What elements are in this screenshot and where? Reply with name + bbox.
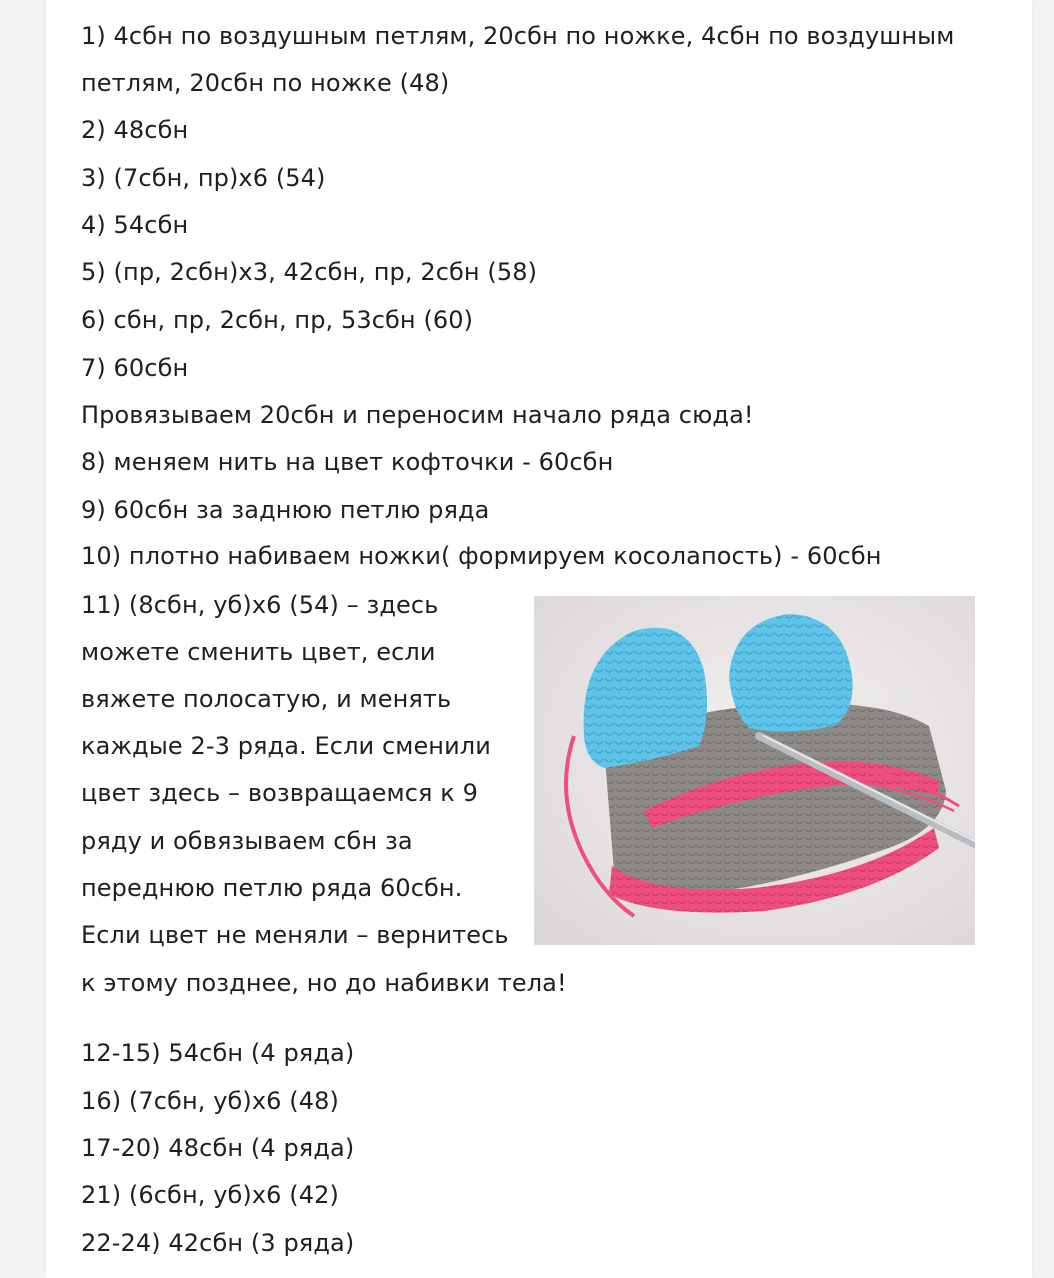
pattern-line-21: к этому позднее, но до набивки тела! xyxy=(81,969,567,997)
pattern-line-10: 8) меняем нить на цвет кофточки - 60сбн xyxy=(81,448,614,476)
pattern-line-7: 6) сбн, пр, 2сбн, пр, 53сбн (60) xyxy=(81,306,474,334)
pattern-line-4: 3) (7сбн, пр)х6 (54) xyxy=(81,164,326,192)
pattern-line-8: 7) 60сбн xyxy=(81,354,189,382)
pattern-line-6: 5) (пр, 2сбн)х3, 42сбн, пр, 2сбн (58) xyxy=(81,258,538,286)
pattern-line-22: 12-15) 54сбн (4 ряда) xyxy=(81,1039,355,1067)
pattern-line-5: 4) 54сбн xyxy=(81,211,189,239)
pattern-line-19: переднюю петлю ряда 60сбн. xyxy=(81,874,463,902)
pattern-line-11: 9) 60сбн за заднюю петлю ряда xyxy=(81,496,490,524)
pattern-line-25: 21) (6сбн, уб)х6 (42) xyxy=(81,1181,339,1209)
pattern-line-18: ряду и обвязываем сбн за xyxy=(81,827,413,855)
pattern-line-13: 11) (8сбн, уб)х6 (54) – здесь xyxy=(81,591,439,619)
pattern-line-2: петлям, 20сбн по ножке (48) xyxy=(81,69,450,97)
pattern-line-16: каждые 2-3 ряда. Если сменили xyxy=(81,732,491,760)
pattern-line-1: 1) 4сбн по воздушным петлям, 20сбн по ножке, 4сбн по воздушным xyxy=(81,22,955,50)
pattern-line-3: 2) 48сбн xyxy=(81,116,189,144)
crochet-photo xyxy=(534,596,975,945)
pattern-line-23: 16) (7сбн, уб)х6 (48) xyxy=(81,1087,339,1115)
pattern-line-26: 22-24) 42сбн (3 ряда) xyxy=(81,1229,355,1257)
pattern-line-14: можете сменить цвет, если xyxy=(81,638,436,666)
pattern-line-12: 10) плотно набиваем ножки( формируем косолапость) - 60сбн xyxy=(81,542,882,570)
crochet-photo-illustration xyxy=(534,596,975,945)
pattern-line-17: цвет здесь – возвращаемся к 9 xyxy=(81,779,478,807)
pattern-line-9: Провязываем 20сбн и переносим начало ряда сюда! xyxy=(81,401,754,429)
pattern-line-20: Если цвет не меняли – вернитесь xyxy=(81,921,509,949)
pattern-line-15: вяжете полосатую, и менять xyxy=(81,685,452,713)
pattern-line-24: 17-20) 48сбн (4 ряда) xyxy=(81,1134,355,1162)
